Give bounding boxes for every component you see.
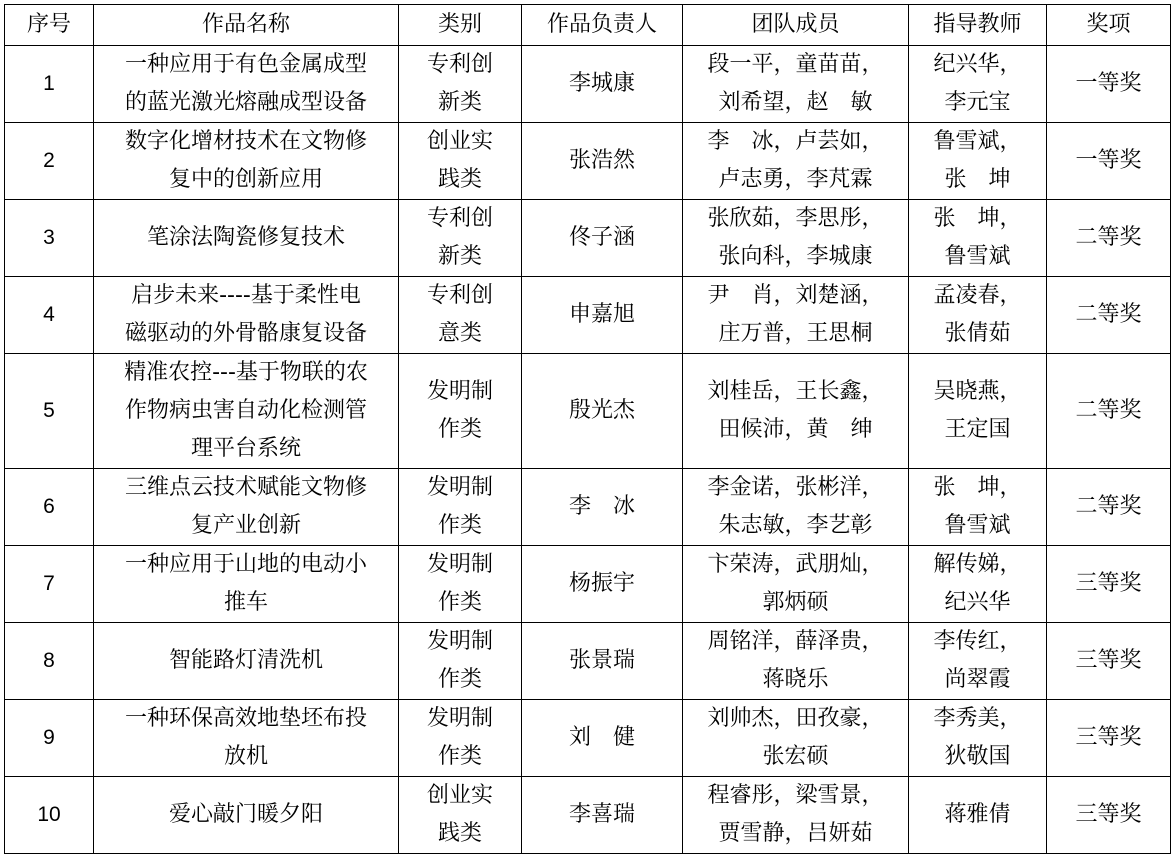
cell-leader: 李 冰 bbox=[522, 469, 683, 546]
cell-no: 10 bbox=[5, 777, 94, 854]
cell-leader: 殷光杰 bbox=[522, 354, 683, 469]
cell-advisor: 孟凌春， 张倩茹 bbox=[909, 277, 1047, 354]
cell-members: 李 冰，卢芸如， 卢志勇，李芃霖 bbox=[683, 123, 909, 200]
cell-advisor: 李秀美， 狄敬国 bbox=[909, 700, 1047, 777]
cell-leader: 申嘉旭 bbox=[522, 277, 683, 354]
cell-no: 6 bbox=[5, 469, 94, 546]
cell-members: 尹 肖，刘楚涵， 庄万普，王思桐 bbox=[683, 277, 909, 354]
cell-advisor: 张 坤， 鲁雪斌 bbox=[909, 469, 1047, 546]
cell-members: 段一平，童苗苗， 刘希望，赵 敏 bbox=[683, 46, 909, 123]
table-row bbox=[5, 46, 1171, 123]
table-row bbox=[5, 277, 1171, 354]
header-leader: 作品负责人 bbox=[522, 5, 683, 46]
cell-members: 刘帅杰，田孜豪， 张宏硕 bbox=[683, 700, 909, 777]
cell-no: 2 bbox=[5, 123, 94, 200]
cell-members: 卞荣涛，武朋灿， 郭炳硕 bbox=[683, 546, 909, 623]
table-row bbox=[5, 354, 1171, 469]
cell-leader: 佟子涵 bbox=[522, 200, 683, 277]
cell-no: 3 bbox=[5, 200, 94, 277]
header-award: 奖项 bbox=[1047, 5, 1171, 46]
cell-leader: 李喜瑞 bbox=[522, 777, 683, 854]
cell-award: 三等奖 bbox=[1047, 623, 1171, 700]
cell-name: 爱心敲门暖夕阳 bbox=[94, 777, 399, 854]
cell-leader: 张景瑞 bbox=[522, 623, 683, 700]
table-row bbox=[5, 700, 1171, 777]
cell-category: 发明制 作类 bbox=[399, 546, 522, 623]
cell-name: 一种环保高效地垫坯布投 放机 bbox=[94, 700, 399, 777]
cell-name: 智能路灯清洗机 bbox=[94, 623, 399, 700]
cell-name: 精准农控---基于物联的农 作物病虫害自动化检测管 理平台系统 bbox=[94, 354, 399, 469]
header-members: 团队成员 bbox=[683, 5, 909, 46]
cell-name: 三维点云技术赋能文物修 复产业创新 bbox=[94, 469, 399, 546]
table-row bbox=[5, 546, 1171, 623]
table-row bbox=[5, 469, 1171, 546]
cell-advisor: 解传娣， 纪兴华 bbox=[909, 546, 1047, 623]
cell-award: 一等奖 bbox=[1047, 46, 1171, 123]
table-row bbox=[5, 200, 1171, 277]
cell-leader: 杨振宇 bbox=[522, 546, 683, 623]
cell-no: 5 bbox=[5, 354, 94, 469]
cell-name: 一种应用于有色金属成型 的蓝光激光熔融成型设备 bbox=[94, 46, 399, 123]
cell-category: 发明制 作类 bbox=[399, 354, 522, 469]
cell-category: 发明制 作类 bbox=[399, 700, 522, 777]
cell-leader: 李城康 bbox=[522, 46, 683, 123]
cell-no: 8 bbox=[5, 623, 94, 700]
cell-award: 三等奖 bbox=[1047, 777, 1171, 854]
header-category: 类别 bbox=[399, 5, 522, 46]
cell-category: 专利创 意类 bbox=[399, 277, 522, 354]
cell-name: 笔涂法陶瓷修复技术 bbox=[94, 200, 399, 277]
cell-category: 发明制 作类 bbox=[399, 469, 522, 546]
cell-name: 一种应用于山地的电动小 推车 bbox=[94, 546, 399, 623]
cell-no: 4 bbox=[5, 277, 94, 354]
header-no: 序号 bbox=[5, 5, 94, 46]
cell-award: 三等奖 bbox=[1047, 546, 1171, 623]
table-row bbox=[5, 777, 1171, 854]
cell-no: 1 bbox=[5, 46, 94, 123]
cell-leader: 刘 健 bbox=[522, 700, 683, 777]
table-row bbox=[5, 623, 1171, 700]
cell-advisor: 纪兴华， 李元宝 bbox=[909, 46, 1047, 123]
cell-members: 程睿彤，梁雪景， 贾雪静，吕妍茹 bbox=[683, 777, 909, 854]
cell-members: 周铭洋，薛泽贵， 蒋晓乐 bbox=[683, 623, 909, 700]
cell-members: 李金诺，张彬洋， 朱志敏，李艺彰 bbox=[683, 469, 909, 546]
cell-advisor: 张 坤， 鲁雪斌 bbox=[909, 200, 1047, 277]
cell-award: 二等奖 bbox=[1047, 469, 1171, 546]
header-row bbox=[5, 5, 1171, 46]
cell-advisor: 蒋雅倩 bbox=[909, 777, 1047, 854]
header-advisor: 指导教师 bbox=[909, 5, 1047, 46]
cell-award: 二等奖 bbox=[1047, 200, 1171, 277]
cell-no: 7 bbox=[5, 546, 94, 623]
cell-advisor: 李传红， 尚翠霞 bbox=[909, 623, 1047, 700]
table-row bbox=[5, 123, 1171, 200]
cell-advisor: 吴晓燕， 王定国 bbox=[909, 354, 1047, 469]
cell-members: 张欣茹，李思彤， 张向科，李城康 bbox=[683, 200, 909, 277]
cell-category: 创业实 践类 bbox=[399, 123, 522, 200]
cell-category: 发明制 作类 bbox=[399, 623, 522, 700]
cell-category: 专利创 新类 bbox=[399, 200, 522, 277]
cell-award: 二等奖 bbox=[1047, 354, 1171, 469]
cell-award: 一等奖 bbox=[1047, 123, 1171, 200]
cell-category: 创业实 践类 bbox=[399, 777, 522, 854]
header-name: 作品名称 bbox=[94, 5, 399, 46]
cell-award: 三等奖 bbox=[1047, 700, 1171, 777]
cell-award: 二等奖 bbox=[1047, 277, 1171, 354]
cell-no: 9 bbox=[5, 700, 94, 777]
cell-name: 启步未来----基于柔性电 磁驱动的外骨骼康复设备 bbox=[94, 277, 399, 354]
cell-members: 刘桂岳，王长鑫， 田候沛，黄 绅 bbox=[683, 354, 909, 469]
cell-category: 专利创 新类 bbox=[399, 46, 522, 123]
cell-leader: 张浩然 bbox=[522, 123, 683, 200]
cell-name: 数字化增材技术在文物修 复中的创新应用 bbox=[94, 123, 399, 200]
awards-table bbox=[4, 4, 1171, 854]
cell-advisor: 鲁雪斌， 张 坤 bbox=[909, 123, 1047, 200]
